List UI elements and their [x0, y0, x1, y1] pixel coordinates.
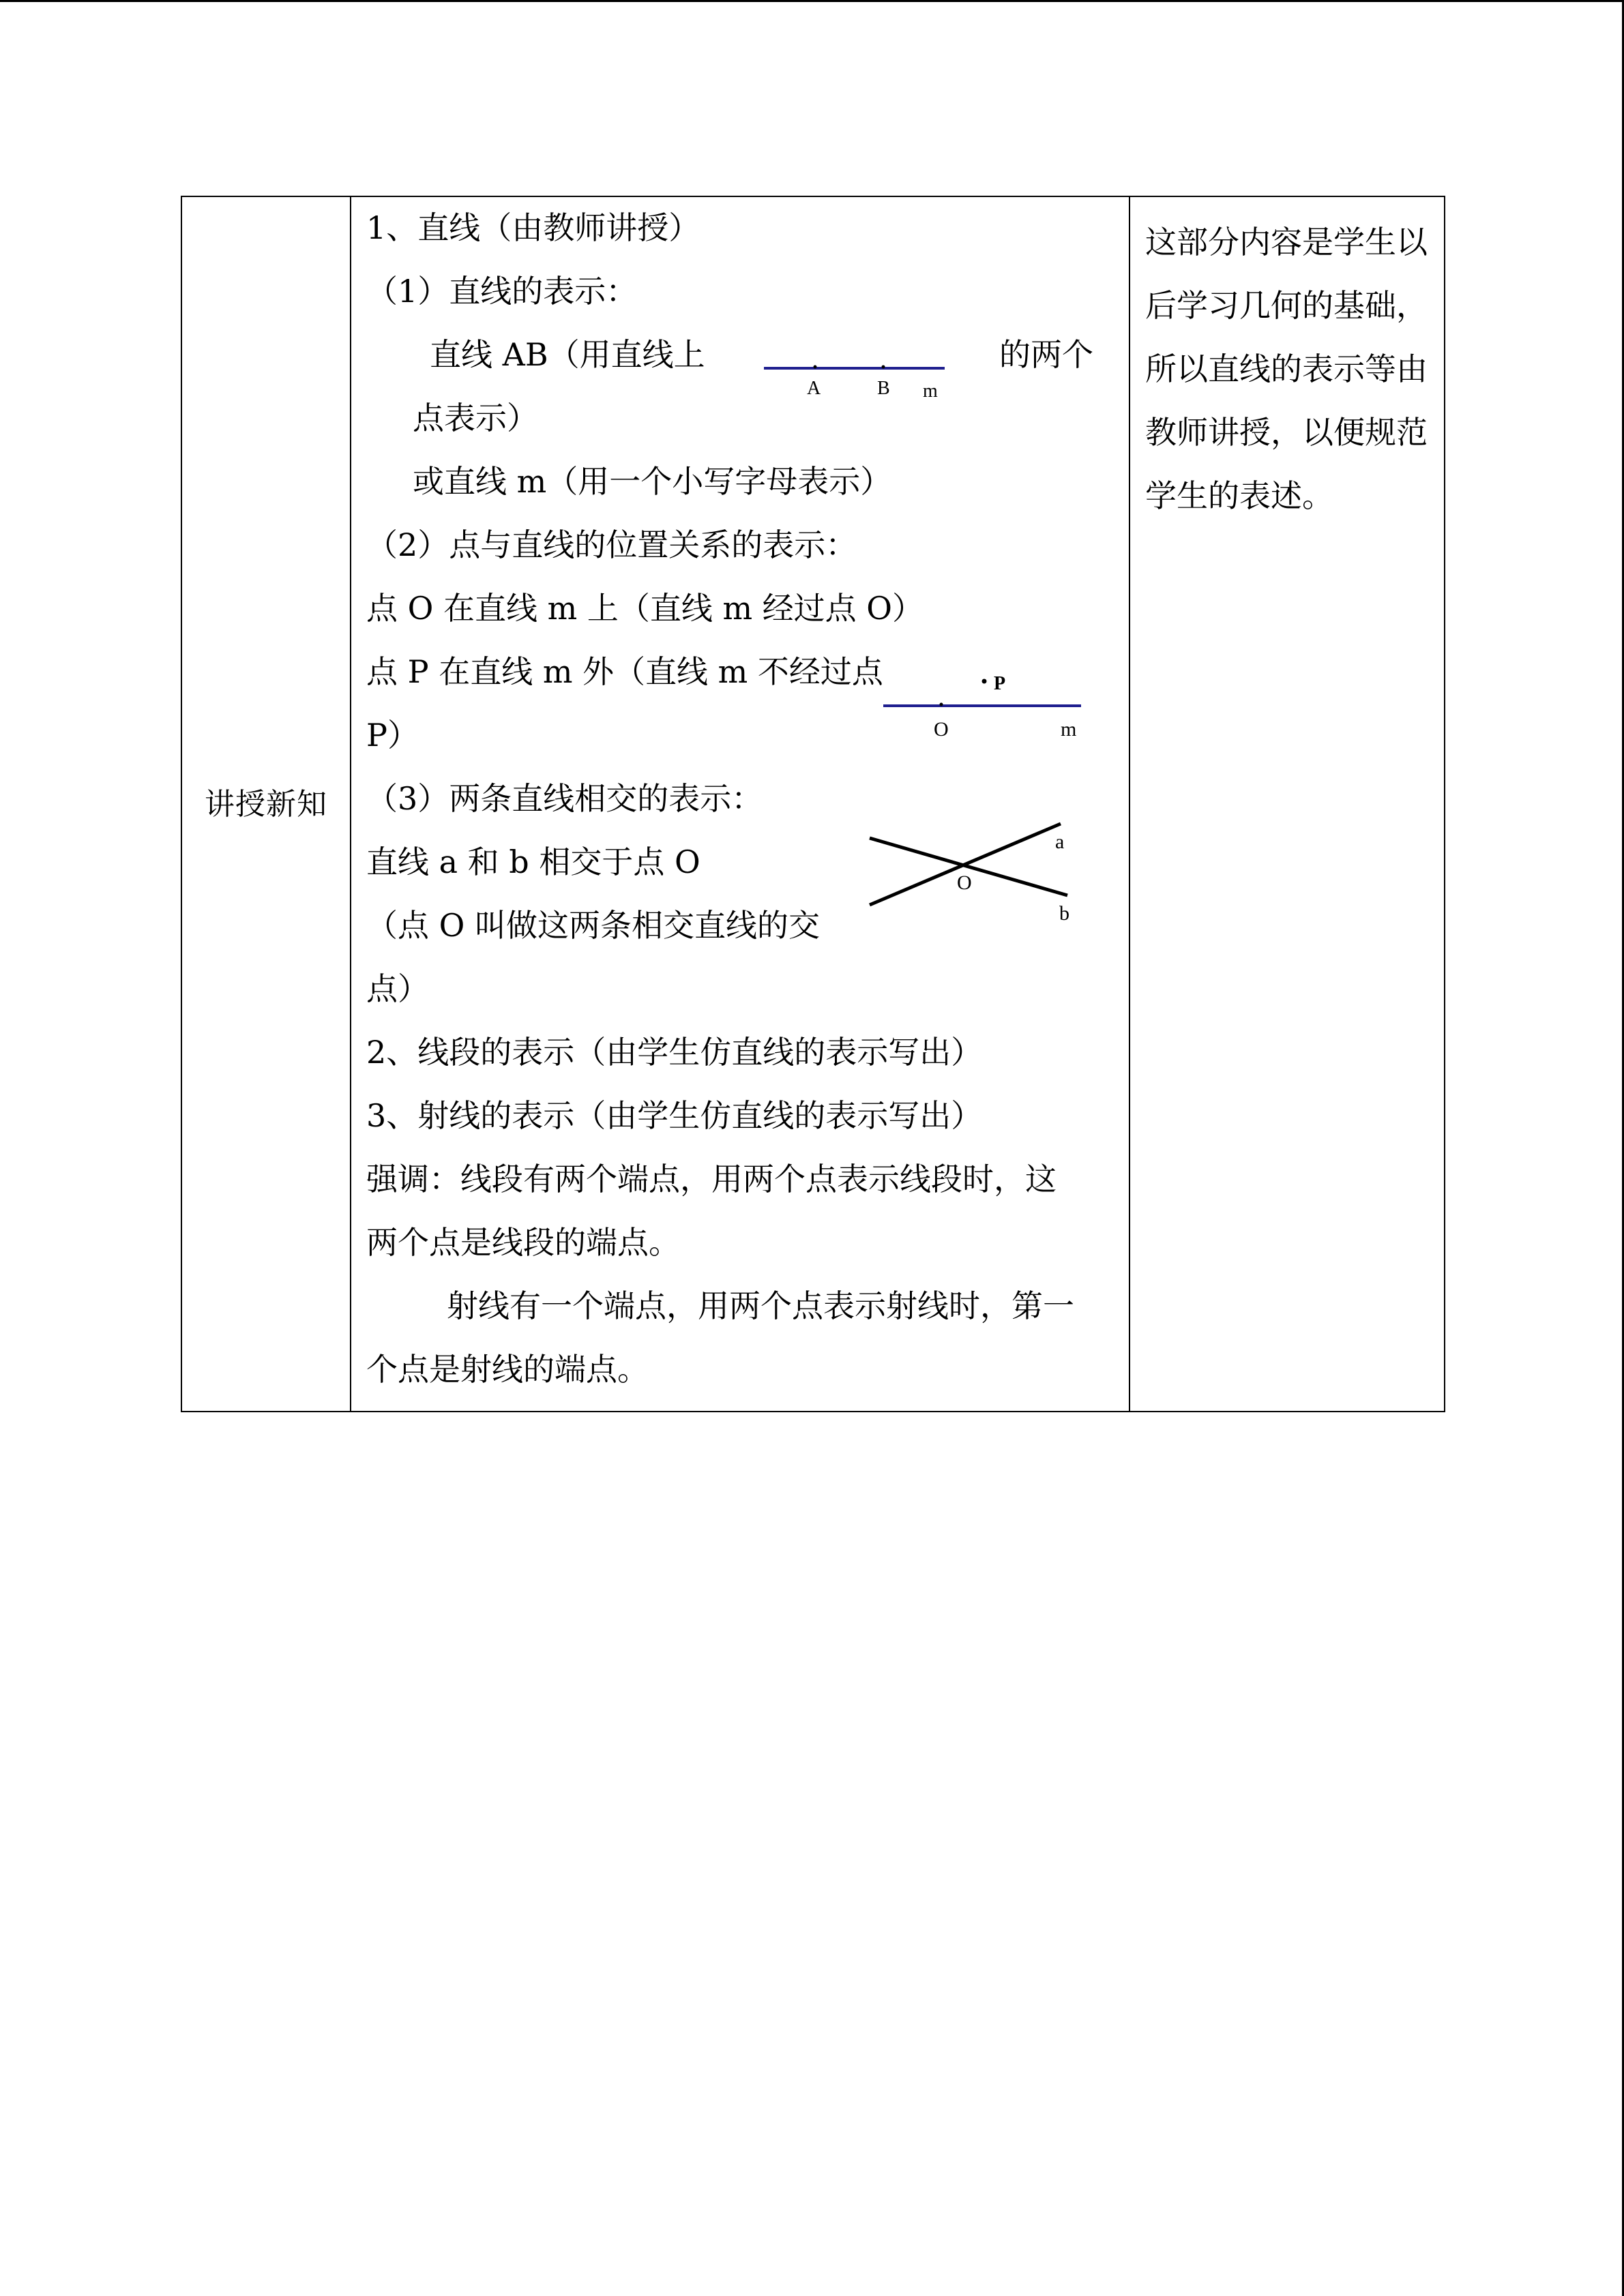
line-12: （点 O 叫做这两条相交直线的交: [366, 907, 820, 944]
line-4: 点表示）: [413, 400, 538, 436]
line-15: 3、射线的表示（由学生仿直线的表示写出）: [366, 1097, 983, 1134]
label-m: m: [1061, 718, 1077, 741]
label-p: P: [994, 673, 1006, 694]
label-o: O: [934, 718, 949, 741]
label-b: b: [1059, 902, 1069, 925]
line-3b: 的两个: [999, 336, 1093, 373]
content-cell: [351, 196, 1130, 1412]
line-10: （3）两条直线相交的表示：: [366, 780, 763, 817]
point-o-dot: [940, 703, 943, 706]
line-1: 1、直线（由教师讲授）: [366, 209, 700, 246]
label-a: A: [807, 378, 821, 399]
line-ab-figure: [764, 364, 948, 405]
label-m: m: [923, 381, 938, 402]
stage-cell: [181, 196, 351, 1412]
line-9: P）: [366, 717, 419, 754]
page-border-top: [0, 0, 1624, 2]
table-row: [181, 196, 1445, 1412]
lesson-table: [181, 196, 1445, 1412]
teaching-note: 这部分内容是学生以后学习几何的基础，所以直线的表示等由教师讲授，以便规范学生的表述。: [1145, 224, 1428, 514]
line-16: 强调：线段有两个端点，用两个点表示线段时，这: [366, 1161, 1057, 1197]
point-p-dot: [982, 679, 987, 684]
line-13: 点）: [366, 970, 429, 1007]
line-8: 点 P 在直线 m 外（直线 m 不经过点: [366, 653, 883, 690]
line-6: （2）点与直线的位置关系的表示：: [366, 526, 857, 563]
line-2: （1）直线的表示：: [366, 273, 638, 310]
note-cell: [1130, 196, 1445, 1412]
line-14: 2、线段的表示（由学生仿直线的表示写出）: [366, 1034, 983, 1071]
label-b: B: [877, 378, 890, 399]
line-11: 直线 a 和 b 相交于点 O: [366, 844, 700, 880]
label-a: a: [1055, 831, 1065, 853]
line-19: 个点是射线的端点。: [366, 1351, 649, 1388]
line-17: 两个点是线段的端点。: [366, 1224, 680, 1261]
point-a-dot: [814, 366, 817, 369]
stage-label: 讲授新知: [205, 786, 327, 822]
line-3a: 直线 AB（用直线上: [430, 336, 705, 373]
intersect-figure: [870, 818, 1102, 947]
line-18: 射线有一个端点，用两个点表示射线时，第一: [447, 1287, 1074, 1324]
line-5: 或直线 m（用一个小写字母表示）: [413, 463, 892, 500]
label-o: O: [957, 871, 972, 894]
point-line-figure: [883, 674, 1088, 743]
line-7: 点 O 在直线 m 上（直线 m 经过点 O）: [366, 590, 924, 627]
point-b-dot: [882, 366, 885, 369]
